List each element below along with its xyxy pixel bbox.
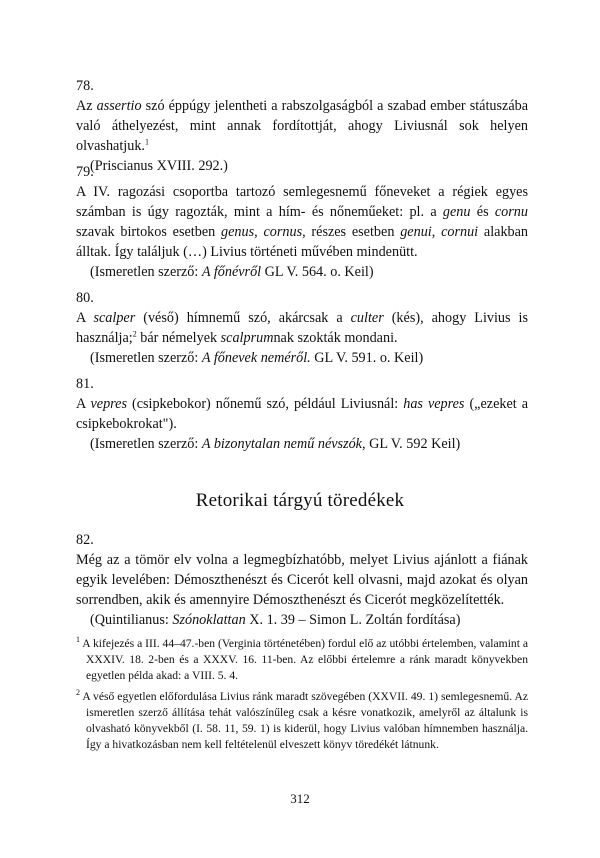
entry-source: (Quintilianus: Szónoklattan X. 1. 39 – Simon L. Zoltán fordítása) bbox=[90, 612, 461, 628]
footnotes bbox=[76, 632, 528, 754]
footnote-mark: 2 bbox=[76, 687, 80, 697]
section-heading: Retorikai tárgyú töredékek bbox=[195, 490, 405, 511]
entry-number: 80. bbox=[76, 290, 94, 306]
entry-source: (Priscianus XVIII. 292.) bbox=[90, 158, 228, 174]
entry-text: Még az a tömör elv volna a legmegbízhatóbb, melyet Livius ajánlott a fiának egyik levelében: Démoszthenészt és Cicerót kell olvasni, majd azokat és olyan sorrendben, akik és amennyire Démoszthenészt és Cicerót megközelítették. bbox=[76, 552, 528, 608]
entry-source: (Ismeretlen szerző: A főnévről GL V. 564. o. Keil) bbox=[90, 264, 374, 280]
footnote-mark: 1 bbox=[76, 635, 80, 644]
footnote-2: $^2$ A véső egyetlen előfordulása Livius ránk maradt szövegében (XXVII. 49. 1) semlegesnemű. Az ismeretlen szerző állítása tehát valószínűleg csak a késre vonatkozik, amelyről az általunk is olvasható könyvekből (I. 58. 11, 59. 1) is kiderül, hogy Livius valóban hímnemben használja. Így a hivatkozásban nem kell feltételenül elveszett könyv töredékét látnunk. bbox=[76, 687, 528, 751]
entry-number: 78. bbox=[76, 78, 94, 94]
entry-number: 82. bbox=[76, 532, 94, 548]
entry-81 bbox=[76, 374, 528, 454]
entry-79 bbox=[76, 162, 528, 282]
entry-source: (Ismeretlen szerző: A bizonytalan nemű névszók, GL V. 592 Keil) bbox=[90, 436, 461, 452]
entry-text: A scalper (véső) hímnemű szó, akárcsak a culter (kés), ahogy Livius is használja;$^2$ bár némelyek scalprumnak szokták mondani. bbox=[76, 310, 528, 346]
entry-80 bbox=[76, 288, 528, 368]
footnote-ref: 1 bbox=[144, 137, 149, 147]
entry-text: A IV. ragozási csoportba tartozó semlegesnemű főneveket a régiek egyes számban is úgy ragozták, mint a hím- és nőneműeket: pl. a genu és cornu szavak birtokos esetben genus, cornus, részes esetben genui, cornui alakban álltak. Így találjuk (…) Livius történeti művében mindenütt. bbox=[76, 184, 529, 260]
entry-82 bbox=[76, 530, 528, 630]
entry-number: 79. bbox=[76, 164, 94, 180]
entry-text: A vepres (csipkebokor) nőnemű szó, például Liviusnál: has vepres („ezeket a csipkebokrokat"). bbox=[76, 396, 528, 432]
entry-number: 81. bbox=[76, 376, 94, 392]
footnote-ref: 2 bbox=[132, 329, 137, 339]
entry-source: (Ismeretlen szerző: A főnevek neméről. GL V. 591. o. Keil) bbox=[90, 350, 424, 366]
entry-78 bbox=[76, 76, 528, 176]
page-number: 312 bbox=[290, 791, 310, 806]
footnote-1: $^1$ A kifejezés a III. 44–47.-ben (Verginia történetében) fordul elő az utóbbi értelemben, valamint a XXXIV. 18. 2-ben és a XXXV. 16. 11-ben. Az előbbi értelemre a ránk maradt könyvekben egyetlen példa akad: a VIII. 5. 4. bbox=[76, 635, 529, 682]
entry-text: Az assertio szó éppúgy jelentheti a rabszolgaságból a szabad ember státuszába való áthelyezést, mint annak fordítottját, ahogy Liviusnál sok helyen olvashatjuk.$^1$ bbox=[76, 98, 529, 154]
